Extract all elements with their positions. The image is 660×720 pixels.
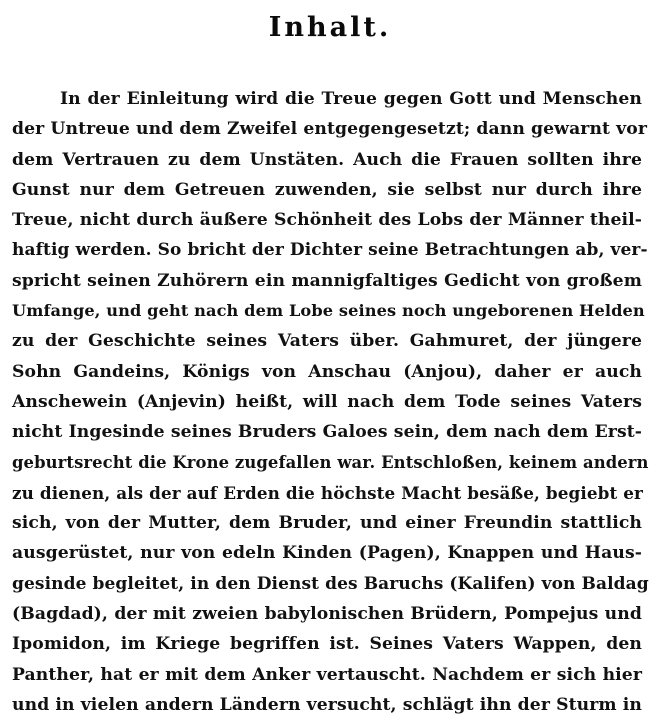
text-line: Sohn Gandeins, Königs von Anschau (Anjou), daher er auch <box>12 361 642 382</box>
text-line: haftig werden. So bricht der Dichter seine Betrachtungen ab, ver- <box>12 240 648 261</box>
text-line: Umfange, und geht nach dem Lobe seines noch ungeborenen Helden <box>12 301 645 321</box>
text-line: ausgerüstet, nur von edeln Kinden (Pagen), Knappen und Haus- <box>12 543 642 564</box>
text-line: geburtsrecht die Krone zugefallen war. Entschloßen, keinem andern <box>12 452 649 472</box>
text-line: und in vielen andern Ländern versucht, schlägt ihn der Sturm in <box>12 694 642 715</box>
text-line: dem Vertrauen zu dem Unstäten. Auch die Frauen sollten ihre <box>12 149 642 170</box>
text-line: sich, von der Mutter, dem Bruder, und einer Freundin stattlich <box>12 513 642 534</box>
text-line: zu dienen, als der auf Erden die höchste Macht besäße, begiebt er <box>12 482 643 503</box>
page-title: Inhalt. <box>268 12 392 43</box>
text-line: gesinde begleitet, in den Dienst des Baruchs (Kalifen) von Baldag <box>12 573 649 594</box>
body-paragraph <box>12 84 649 720</box>
text-line: spricht seinen Zuhörern ein mannigfaltiges Gedicht von großem <box>12 270 642 291</box>
text-line: zu der Geschichte seines Vaters über. Gahmuret, der jüngere <box>12 331 642 352</box>
text-line: Treue, nicht durch äußere Schönheit des Lobs der Männer theil- <box>12 210 642 231</box>
text-line: Panther, hat er mit dem Anker vertauscht. Nachdem er sich hier <box>12 664 642 685</box>
text-line: Ipomidon, im Kriege begriffen ist. Seines Vaters Wappen, den <box>12 634 642 655</box>
text-line: Gunst nur dem Getreuen zuwenden, sie selbst nur durch ihre <box>12 179 642 200</box>
text-line: Anschewein (Anjevin) heißt, will nach dem Tode seines Vaters <box>12 391 642 412</box>
text-line: der Untreue und dem Zweifel entgegengesetzt; dann gewarnt vor <box>12 119 647 140</box>
text-line: nicht Ingesinde seines Bruders Galoes sein, dem nach dem Erst- <box>12 422 642 443</box>
text-line: (Bagdad), der mit zweien babylonischen Brüdern, Pompejus und <box>12 604 642 625</box>
text-line: In der Einleitung wird die Treue gegen Gott und Menschen <box>60 89 642 109</box>
